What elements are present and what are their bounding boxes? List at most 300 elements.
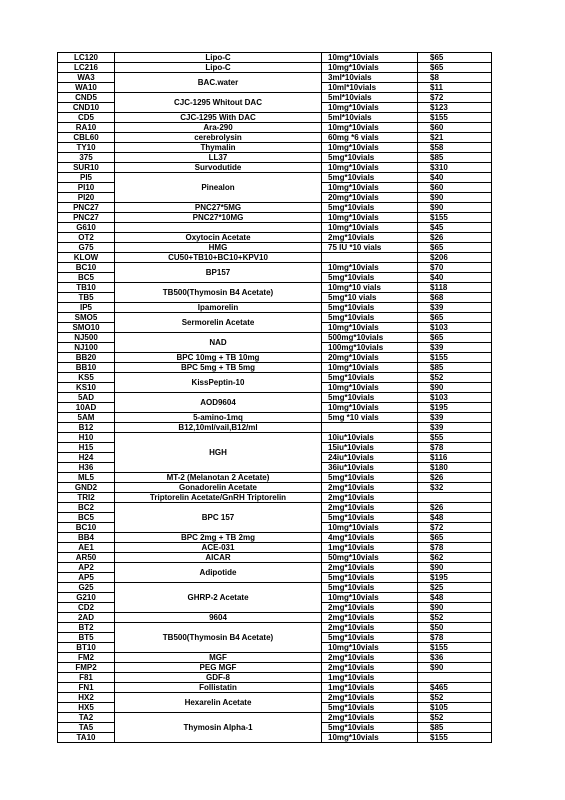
product-name-cell: BPC 157 bbox=[115, 503, 322, 533]
product-price-cell: $26 bbox=[418, 233, 492, 243]
product-name-cell: Thymalin bbox=[115, 143, 322, 153]
product-code-cell: SMO5 bbox=[58, 313, 115, 323]
product-code-cell: LC120 bbox=[58, 53, 115, 63]
product-price-cell: $195 bbox=[418, 403, 492, 413]
product-code-cell: TA10 bbox=[58, 733, 115, 743]
product-price-cell: $85 bbox=[418, 153, 492, 163]
product-code-cell: BB10 bbox=[58, 363, 115, 373]
product-price-cell: $40 bbox=[418, 173, 492, 183]
table-row bbox=[58, 503, 492, 513]
product-spec-cell: 1mg*10vials bbox=[322, 543, 418, 553]
product-price-cell: $90 bbox=[418, 603, 492, 613]
product-name-cell: Lipo-C bbox=[115, 63, 322, 73]
product-code-cell: KS10 bbox=[58, 383, 115, 393]
product-price-cell: $195 bbox=[418, 573, 492, 583]
product-code-cell: 5AM bbox=[58, 413, 115, 423]
product-code-cell: GND2 bbox=[58, 483, 115, 493]
product-price-cell: $310 bbox=[418, 163, 492, 173]
product-spec-cell: 5mg*10vials bbox=[322, 723, 418, 733]
product-price-cell: $65 bbox=[418, 313, 492, 323]
table-row bbox=[58, 213, 492, 223]
product-spec-cell: 2mg*10vials bbox=[322, 233, 418, 243]
product-name-cell: Adipotide bbox=[115, 563, 322, 583]
product-code-cell: TB10 bbox=[58, 283, 115, 293]
product-price-cell: $90 bbox=[418, 663, 492, 673]
product-price-cell: $48 bbox=[418, 513, 492, 523]
table-row bbox=[58, 493, 492, 503]
product-code-cell: AR50 bbox=[58, 553, 115, 563]
product-spec-cell: 36iu*10vials bbox=[322, 463, 418, 473]
table-row bbox=[58, 303, 492, 313]
product-code-cell: AP2 bbox=[58, 563, 115, 573]
product-code-cell: KS5 bbox=[58, 373, 115, 383]
product-spec-cell: 2mg*10vials bbox=[322, 493, 418, 503]
product-price-cell: $465 bbox=[418, 683, 492, 693]
product-spec-cell bbox=[322, 253, 418, 263]
product-name-cell: Thymosin Alpha-1 bbox=[115, 713, 322, 743]
product-price-cell bbox=[418, 493, 492, 503]
table-row bbox=[58, 543, 492, 553]
product-spec-cell: 2mg*10vials bbox=[322, 653, 418, 663]
product-spec-cell: 4mg*10vials bbox=[322, 533, 418, 543]
product-spec-cell: 5mg *10 vials bbox=[322, 413, 418, 423]
product-name-cell: Lipo-C bbox=[115, 53, 322, 63]
product-spec-cell: 10mg*10vials bbox=[322, 103, 418, 113]
product-spec-cell: 10mg*10vials bbox=[322, 183, 418, 193]
product-spec-cell: 3ml*10vials bbox=[322, 73, 418, 83]
product-name-cell: Follistatin bbox=[115, 683, 322, 693]
product-code-cell: 375 bbox=[58, 153, 115, 163]
table-row bbox=[58, 373, 492, 383]
table-row bbox=[58, 663, 492, 673]
table-row bbox=[58, 483, 492, 493]
product-spec-cell: 10mg*10vials bbox=[322, 593, 418, 603]
product-code-cell: G25 bbox=[58, 583, 115, 593]
product-code-cell: 10AD bbox=[58, 403, 115, 413]
table-row bbox=[58, 553, 492, 563]
product-name-cell: ACE-031 bbox=[115, 543, 322, 553]
product-code-cell: BC5 bbox=[58, 513, 115, 523]
product-price-cell: $90 bbox=[418, 563, 492, 573]
product-name-cell: Sermorelin Acetate bbox=[115, 313, 322, 333]
product-spec-cell: 5mg*10vials bbox=[322, 573, 418, 583]
product-price-cell: $78 bbox=[418, 443, 492, 453]
product-spec-cell: 10mg*10vials bbox=[322, 223, 418, 233]
table-row bbox=[58, 63, 492, 73]
product-name-cell: KissPeptin-10 bbox=[115, 373, 322, 393]
table-row bbox=[58, 173, 492, 183]
product-code-cell: SUR10 bbox=[58, 163, 115, 173]
price-list-sheet bbox=[57, 52, 491, 743]
product-price-cell: $58 bbox=[418, 143, 492, 153]
table-row bbox=[58, 653, 492, 663]
table-row bbox=[58, 713, 492, 723]
product-price-cell: $11 bbox=[418, 83, 492, 93]
product-price-cell: $85 bbox=[418, 363, 492, 373]
product-code-cell: BT2 bbox=[58, 623, 115, 633]
table-row bbox=[58, 363, 492, 373]
product-price-cell: $123 bbox=[418, 103, 492, 113]
product-price-cell: $206 bbox=[418, 253, 492, 263]
product-code-cell: AP5 bbox=[58, 573, 115, 583]
product-name-cell: BPC 5mg + TB 5mg bbox=[115, 363, 322, 373]
product-spec-cell: 2mg*10vials bbox=[322, 713, 418, 723]
table-row bbox=[58, 693, 492, 703]
product-name-cell: TB500(Thymosin B4 Acetate) bbox=[115, 623, 322, 653]
product-code-cell: PNC27 bbox=[58, 203, 115, 213]
product-name-cell: MGF bbox=[115, 653, 322, 663]
product-spec-cell: 1mg*10vials bbox=[322, 673, 418, 683]
table-row bbox=[58, 313, 492, 323]
table-row bbox=[58, 73, 492, 83]
product-name-cell: CU50+TB10+BC10+KPV10 bbox=[115, 253, 322, 263]
product-code-cell: B12 bbox=[58, 423, 115, 433]
product-spec-cell: 20mg*10vials bbox=[322, 193, 418, 203]
table-row bbox=[58, 583, 492, 593]
table-row bbox=[58, 123, 492, 133]
product-spec-cell: 10mg*10vials bbox=[322, 733, 418, 743]
product-spec-cell: 2mg*10vials bbox=[322, 483, 418, 493]
product-price-cell bbox=[418, 673, 492, 683]
product-price-cell: $26 bbox=[418, 473, 492, 483]
product-name-cell: Triptorelin Acetate/GnRH Triptorelin bbox=[115, 493, 322, 503]
product-price-cell: $32 bbox=[418, 483, 492, 493]
product-name-cell: TB500(Thymosin B4 Acetate) bbox=[115, 283, 322, 303]
product-code-cell: H15 bbox=[58, 443, 115, 453]
product-code-cell: BC10 bbox=[58, 263, 115, 273]
product-spec-cell: 5mg*10vials bbox=[322, 513, 418, 523]
product-spec-cell bbox=[322, 423, 418, 433]
product-spec-cell: 10iu*10vials bbox=[322, 433, 418, 443]
product-code-cell: HX5 bbox=[58, 703, 115, 713]
product-code-cell: WA10 bbox=[58, 83, 115, 93]
table-row bbox=[58, 133, 492, 143]
product-price-cell: $52 bbox=[418, 613, 492, 623]
product-price-cell: $40 bbox=[418, 273, 492, 283]
product-price-cell: $48 bbox=[418, 593, 492, 603]
product-name-cell: BAC.water bbox=[115, 73, 322, 93]
product-spec-cell: 24iu*10vials bbox=[322, 453, 418, 463]
product-price-cell: $36 bbox=[418, 653, 492, 663]
product-name-cell: Gonadorelin Acetate bbox=[115, 483, 322, 493]
product-name-cell: PNC27*5MG bbox=[115, 203, 322, 213]
product-code-cell: CD5 bbox=[58, 113, 115, 123]
product-price-cell: $65 bbox=[418, 243, 492, 253]
product-name-cell: Ara-290 bbox=[115, 123, 322, 133]
product-name-cell: Ipamorelin bbox=[115, 303, 322, 313]
product-code-cell: FN1 bbox=[58, 683, 115, 693]
product-code-cell: 5AD bbox=[58, 393, 115, 403]
product-name-cell: CJC-1295 With DAC bbox=[115, 113, 322, 123]
product-spec-cell: 10mg*10vials bbox=[322, 163, 418, 173]
product-name-cell: BP157 bbox=[115, 263, 322, 283]
product-spec-cell: 5mg*10vials bbox=[322, 303, 418, 313]
product-code-cell: TY10 bbox=[58, 143, 115, 153]
product-spec-cell: 50mg*10vials bbox=[322, 553, 418, 563]
table-row bbox=[58, 163, 492, 173]
product-name-cell: cerebrolysin bbox=[115, 133, 322, 143]
table-row bbox=[58, 243, 492, 253]
product-price-cell: $180 bbox=[418, 463, 492, 473]
product-name-cell: Oxytocin Acetate bbox=[115, 233, 322, 243]
product-price-cell: $155 bbox=[418, 213, 492, 223]
price-table-body bbox=[58, 53, 492, 743]
product-price-cell: $65 bbox=[418, 333, 492, 343]
product-spec-cell: 15iu*10vials bbox=[322, 443, 418, 453]
product-code-cell: CND10 bbox=[58, 103, 115, 113]
product-name-cell: LL37 bbox=[115, 153, 322, 163]
product-price-cell: $39 bbox=[418, 343, 492, 353]
product-spec-cell: 2mg*10vials bbox=[322, 503, 418, 513]
product-code-cell: PI20 bbox=[58, 193, 115, 203]
table-row bbox=[58, 263, 492, 273]
product-name-cell: HMG bbox=[115, 243, 322, 253]
product-spec-cell: 10mg*10vials bbox=[322, 63, 418, 73]
product-price-cell: $90 bbox=[418, 193, 492, 203]
product-spec-cell: 5mg*10vials bbox=[322, 473, 418, 483]
product-spec-cell: 5mg*10vials bbox=[322, 313, 418, 323]
table-row bbox=[58, 533, 492, 543]
product-price-cell: $62 bbox=[418, 553, 492, 563]
product-price-cell: $55 bbox=[418, 433, 492, 443]
product-spec-cell: 5mg*10 vials bbox=[322, 293, 418, 303]
product-code-cell: H36 bbox=[58, 463, 115, 473]
product-spec-cell: 5mg*10vials bbox=[322, 633, 418, 643]
product-spec-cell: 10mg*10vials bbox=[322, 523, 418, 533]
product-price-cell: $65 bbox=[418, 53, 492, 63]
product-code-cell: IP5 bbox=[58, 303, 115, 313]
product-spec-cell: 10mg*10vials bbox=[322, 263, 418, 273]
price-table bbox=[57, 52, 492, 743]
product-name-cell: Pinealon bbox=[115, 173, 322, 203]
product-spec-cell: 5mg*10vials bbox=[322, 273, 418, 283]
product-name-cell bbox=[115, 223, 322, 233]
product-code-cell: H10 bbox=[58, 433, 115, 443]
product-spec-cell: 2mg*10vials bbox=[322, 613, 418, 623]
table-row bbox=[58, 353, 492, 363]
product-price-cell: $105 bbox=[418, 703, 492, 713]
product-spec-cell: 2mg*10vials bbox=[322, 663, 418, 673]
table-row bbox=[58, 233, 492, 243]
product-spec-cell: 5mg*10vials bbox=[322, 203, 418, 213]
table-row bbox=[58, 113, 492, 123]
product-price-cell: $52 bbox=[418, 373, 492, 383]
product-spec-cell: 10mg*10vials bbox=[322, 363, 418, 373]
product-spec-cell: 60mg *6 vials bbox=[322, 133, 418, 143]
product-price-cell: $70 bbox=[418, 263, 492, 273]
product-code-cell: BT10 bbox=[58, 643, 115, 653]
product-price-cell: $155 bbox=[418, 733, 492, 743]
product-name-cell: BPC 10mg + TB 10mg bbox=[115, 353, 322, 363]
product-code-cell: HX2 bbox=[58, 693, 115, 703]
product-spec-cell: 5mg*10vials bbox=[322, 373, 418, 383]
product-price-cell: $65 bbox=[418, 63, 492, 73]
table-row bbox=[58, 673, 492, 683]
product-code-cell: NJ100 bbox=[58, 343, 115, 353]
product-code-cell: AE1 bbox=[58, 543, 115, 553]
product-price-cell: $39 bbox=[418, 303, 492, 313]
product-price-cell: $25 bbox=[418, 583, 492, 593]
product-spec-cell: 10mg*10vials bbox=[322, 143, 418, 153]
product-price-cell: $72 bbox=[418, 523, 492, 533]
product-code-cell: H24 bbox=[58, 453, 115, 463]
product-price-cell: $21 bbox=[418, 133, 492, 143]
product-code-cell: TA5 bbox=[58, 723, 115, 733]
product-spec-cell: 5ml*10vials bbox=[322, 93, 418, 103]
product-name-cell: B12,10ml/vail,B12/ml bbox=[115, 423, 322, 433]
product-code-cell: KLOW bbox=[58, 253, 115, 263]
product-spec-cell: 5mg*10vials bbox=[322, 153, 418, 163]
product-code-cell: TB5 bbox=[58, 293, 115, 303]
table-row bbox=[58, 143, 492, 153]
table-row bbox=[58, 333, 492, 343]
table-row bbox=[58, 473, 492, 483]
product-spec-cell: 500mg*10vials bbox=[322, 333, 418, 343]
product-name-cell: Survodutide bbox=[115, 163, 322, 173]
table-row bbox=[58, 203, 492, 213]
product-code-cell: PNC27 bbox=[58, 213, 115, 223]
product-price-cell: $52 bbox=[418, 693, 492, 703]
product-code-cell: TRI2 bbox=[58, 493, 115, 503]
product-spec-cell: 75 IU *10 vials bbox=[322, 243, 418, 253]
product-spec-cell: 20mg*10vials bbox=[322, 353, 418, 363]
product-code-cell: CND5 bbox=[58, 93, 115, 103]
product-spec-cell: 100mg*10vials bbox=[322, 343, 418, 353]
product-code-cell: G75 bbox=[58, 243, 115, 253]
product-code-cell: SMO10 bbox=[58, 323, 115, 333]
product-spec-cell: 2mg*10vials bbox=[322, 563, 418, 573]
table-row bbox=[58, 93, 492, 103]
product-name-cell: PEG MGF bbox=[115, 663, 322, 673]
product-code-cell: OT2 bbox=[58, 233, 115, 243]
product-code-cell: BB20 bbox=[58, 353, 115, 363]
product-code-cell: BT5 bbox=[58, 633, 115, 643]
product-name-cell: MT-2 (Melanotan 2 Acetate) bbox=[115, 473, 322, 483]
product-price-cell: $39 bbox=[418, 423, 492, 433]
product-code-cell: PI10 bbox=[58, 183, 115, 193]
product-price-cell: $60 bbox=[418, 183, 492, 193]
table-row bbox=[58, 53, 492, 63]
product-code-cell: WA3 bbox=[58, 73, 115, 83]
product-spec-cell: 5ml*10vials bbox=[322, 113, 418, 123]
product-name-cell: 9604 bbox=[115, 613, 322, 623]
product-code-cell: PI5 bbox=[58, 173, 115, 183]
table-row bbox=[58, 433, 492, 443]
product-price-cell: $116 bbox=[418, 453, 492, 463]
product-code-cell: CD2 bbox=[58, 603, 115, 613]
product-name-cell: AOD9604 bbox=[115, 393, 322, 413]
product-price-cell: $68 bbox=[418, 293, 492, 303]
product-price-cell: $78 bbox=[418, 633, 492, 643]
table-row bbox=[58, 153, 492, 163]
product-price-cell: $50 bbox=[418, 623, 492, 633]
product-code-cell: LC216 bbox=[58, 63, 115, 73]
product-code-cell: NJ500 bbox=[58, 333, 115, 343]
product-code-cell: G210 bbox=[58, 593, 115, 603]
product-price-cell: $103 bbox=[418, 323, 492, 333]
product-price-cell: $155 bbox=[418, 113, 492, 123]
product-name-cell: 5-amino-1mq bbox=[115, 413, 322, 423]
table-row bbox=[58, 223, 492, 233]
product-spec-cell: 5mg*10vials bbox=[322, 173, 418, 183]
product-price-cell: $72 bbox=[418, 93, 492, 103]
product-name-cell: NAD bbox=[115, 333, 322, 353]
product-code-cell: FM2 bbox=[58, 653, 115, 663]
table-row bbox=[58, 613, 492, 623]
product-name-cell: CJC-1295 Whitout DAC bbox=[115, 93, 322, 113]
product-price-cell: $60 bbox=[418, 123, 492, 133]
product-price-cell: $45 bbox=[418, 223, 492, 233]
product-spec-cell: 5mg*10vials bbox=[322, 583, 418, 593]
product-price-cell: $85 bbox=[418, 723, 492, 733]
table-row bbox=[58, 623, 492, 633]
product-name-cell: GHRP-2 Acetate bbox=[115, 583, 322, 613]
product-spec-cell: 2mg*10vials bbox=[322, 603, 418, 613]
product-spec-cell: 10mg*10vials bbox=[322, 213, 418, 223]
product-name-cell: AICAR bbox=[115, 553, 322, 563]
product-price-cell: $52 bbox=[418, 713, 492, 723]
product-spec-cell: 2mg*10vials bbox=[322, 693, 418, 703]
product-price-cell: $39 bbox=[418, 413, 492, 423]
product-name-cell: Hexarelin Acetate bbox=[115, 693, 322, 713]
product-spec-cell: 5mg*10vials bbox=[322, 703, 418, 713]
product-name-cell: BPC 2mg + TB 2mg bbox=[115, 533, 322, 543]
product-price-cell: $26 bbox=[418, 503, 492, 513]
product-spec-cell: 10mg*10vials bbox=[322, 403, 418, 413]
product-spec-cell: 10mg*10vials bbox=[322, 643, 418, 653]
table-row bbox=[58, 283, 492, 293]
table-row bbox=[58, 413, 492, 423]
product-price-cell: $103 bbox=[418, 393, 492, 403]
product-name-cell: PNC27*10MG bbox=[115, 213, 322, 223]
table-row bbox=[58, 563, 492, 573]
product-spec-cell: 5mg*10vials bbox=[322, 393, 418, 403]
product-price-cell: $90 bbox=[418, 203, 492, 213]
product-price-cell: $90 bbox=[418, 383, 492, 393]
product-price-cell: $155 bbox=[418, 643, 492, 653]
product-spec-cell: 10mg*10vials bbox=[322, 123, 418, 133]
product-code-cell: BB4 bbox=[58, 533, 115, 543]
product-price-cell: $8 bbox=[418, 73, 492, 83]
product-code-cell: ML5 bbox=[58, 473, 115, 483]
table-row bbox=[58, 423, 492, 433]
table-row bbox=[58, 683, 492, 693]
product-price-cell: $118 bbox=[418, 283, 492, 293]
product-code-cell: G610 bbox=[58, 223, 115, 233]
product-spec-cell: 10mg*10vials bbox=[322, 383, 418, 393]
product-price-cell: $65 bbox=[418, 533, 492, 543]
product-spec-cell: 10mg*10vials bbox=[322, 323, 418, 333]
product-spec-cell: 10ml*10vials bbox=[322, 83, 418, 93]
table-row bbox=[58, 253, 492, 263]
product-code-cell: CBL60 bbox=[58, 133, 115, 143]
product-code-cell: FMP2 bbox=[58, 663, 115, 673]
product-code-cell: BC2 bbox=[58, 503, 115, 513]
product-price-cell: $155 bbox=[418, 353, 492, 363]
product-code-cell: 2AD bbox=[58, 613, 115, 623]
product-price-cell: $78 bbox=[418, 543, 492, 553]
product-spec-cell: 2mg*10vials bbox=[322, 623, 418, 633]
product-spec-cell: 1mg*10vials bbox=[322, 683, 418, 693]
product-code-cell: RA10 bbox=[58, 123, 115, 133]
table-row bbox=[58, 393, 492, 403]
product-spec-cell: 10mg*10 vials bbox=[322, 283, 418, 293]
product-code-cell: BC10 bbox=[58, 523, 115, 533]
product-name-cell: HGH bbox=[115, 433, 322, 473]
product-name-cell: GDF-8 bbox=[115, 673, 322, 683]
product-spec-cell: 10mg*10vials bbox=[322, 53, 418, 63]
product-code-cell: F81 bbox=[58, 673, 115, 683]
